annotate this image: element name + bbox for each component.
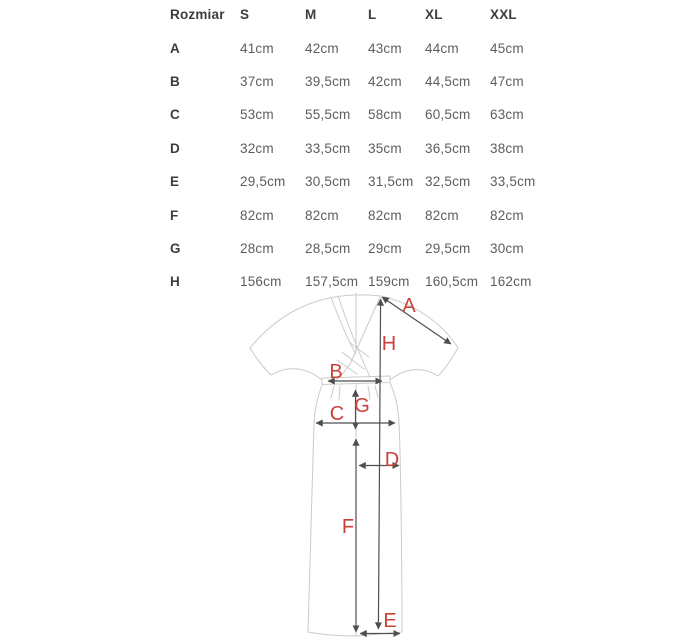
size-value: 82cm	[305, 207, 339, 223]
size-value: 39,5cm	[305, 73, 351, 89]
row-label-d: D	[170, 140, 180, 156]
row-label-h: H	[170, 274, 180, 290]
size-value: 162cm	[490, 274, 532, 290]
size-value: 160,5cm	[425, 274, 479, 290]
size-value: 82cm	[490, 207, 524, 223]
size-value: 41cm	[240, 40, 274, 56]
size-value: 82cm	[425, 207, 459, 223]
row-label-b: B	[170, 73, 180, 89]
measurement-label-d: D	[384, 449, 400, 471]
size-value: 53cm	[240, 107, 274, 123]
size-value: 35cm	[368, 140, 402, 156]
size-value: 159cm	[368, 274, 410, 290]
measurement-label-a: A	[402, 295, 416, 317]
size-value: 31,5cm	[368, 174, 414, 190]
row-label-a: A	[170, 40, 180, 56]
size-value: 42cm	[305, 40, 339, 56]
size-value: 28cm	[240, 240, 274, 256]
size-value: 37cm	[240, 73, 274, 89]
row-label-c: C	[170, 107, 180, 123]
measurement-label-f: F	[341, 516, 355, 538]
size-value: 42cm	[368, 73, 402, 89]
column-header-rozmiar: Rozmiar	[170, 7, 225, 23]
size-value: 30,5cm	[305, 174, 351, 190]
row-label-e: E	[170, 174, 180, 190]
dress-outline	[250, 293, 458, 636]
size-value: 32,5cm	[425, 174, 471, 190]
size-value: 33,5cm	[490, 174, 536, 190]
row-label-g: G	[170, 240, 181, 256]
size-value: 82cm	[240, 207, 274, 223]
size-value: 47cm	[490, 73, 524, 89]
row-label-f: F	[170, 207, 179, 223]
size-value: 43cm	[368, 40, 402, 56]
measurement-label-h: H	[381, 333, 397, 355]
column-header-m: M	[305, 7, 317, 23]
column-header-xl: XL	[425, 7, 443, 23]
size-value: 29,5cm	[240, 174, 286, 190]
size-value: 157,5cm	[305, 274, 359, 290]
size-value: 29,5cm	[425, 240, 471, 256]
measurement-label-c: C	[329, 403, 345, 425]
size-value: 156cm	[240, 274, 282, 290]
size-value: 28,5cm	[305, 240, 351, 256]
measurement-label-e: E	[383, 610, 397, 632]
measurement-label-g: G	[354, 395, 370, 417]
column-header-s: S	[240, 7, 250, 23]
size-value: 32cm	[240, 140, 274, 156]
measurement-label-b: B	[329, 361, 343, 383]
size-value: 44cm	[425, 40, 459, 56]
column-header-l: L	[368, 7, 377, 23]
size-value: 44,5cm	[425, 73, 471, 89]
size-value: 82cm	[368, 207, 402, 223]
size-value: 58cm	[368, 107, 402, 123]
size-value: 55,5cm	[305, 107, 351, 123]
size-value: 36,5cm	[425, 140, 471, 156]
column-header-xxl: XXL	[490, 7, 517, 23]
measure-line-h	[378, 299, 380, 629]
size-value: 60,5cm	[425, 107, 471, 123]
size-value: 38cm	[490, 140, 524, 156]
size-value: 30cm	[490, 240, 524, 256]
size-value: 29cm	[368, 240, 402, 256]
size-value: 33,5cm	[305, 140, 351, 156]
size-value: 63cm	[490, 107, 524, 123]
size-value: 45cm	[490, 40, 524, 56]
